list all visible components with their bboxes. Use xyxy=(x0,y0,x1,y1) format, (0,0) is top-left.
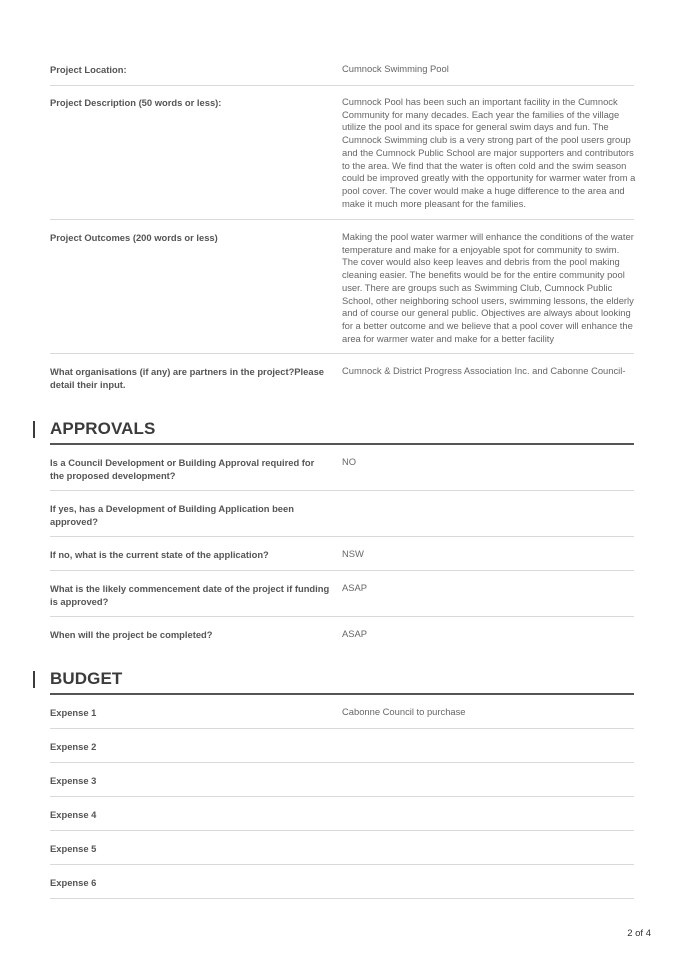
project-outcomes-value: Making the pool water warmer will enhance the conditions of the water temperature and make for a enjoyable spot for community to swim. The cover would also keep leaves and debris from the pool making cleaning easier. The benefits would be for the entire community pool user. There are groups such as Swimming Club, Cumnock Public School, other neighboring school users, swimming lessons, the elderly and of course our general public. Objectives are always about looking for a better outcome and we believe that a pool cover will enhance the area for warmer water and make for a better facility xyxy=(342,231,634,344)
approvals-row-label: When will the project be completed? xyxy=(50,629,213,640)
project-outcomes-row xyxy=(50,220,634,354)
approvals-title: APPROVALS xyxy=(50,419,156,438)
approvals-row-value: NO xyxy=(342,456,357,467)
approvals-row-value: ASAP xyxy=(342,628,368,639)
approvals-row xyxy=(50,445,634,491)
budget-row-label: Expense 6 xyxy=(50,877,97,888)
project-location-row xyxy=(50,52,634,86)
project-description-value: Cumnock Pool has been such an important facility in the Cumnock Community for many decades. Each year the families of the village utilize the pool and its space for general swim days and fun. The Cumnock Swimming club is a very strong part of the pool users group and the Cumnock Public School are major supporters and contributors to the area. We find that the water is often cold and the swim season could be improved greatly with the opportunity for warmer water from a pool cover. The cover would make a huge difference to the area and make it much more pleasant for the families. xyxy=(342,96,636,209)
approvals-row xyxy=(50,617,634,650)
budget-section-marker xyxy=(33,671,35,688)
budget-row xyxy=(50,729,634,763)
budget-row-label: Expense 4 xyxy=(50,809,97,820)
approvals-row xyxy=(50,491,634,537)
page-number: 2 of 4 xyxy=(627,928,651,939)
budget-row xyxy=(50,797,634,831)
budget-title: BUDGET xyxy=(50,669,123,688)
project-partners-value: Cumnock & District Progress Association Inc. and Cabonne Council- xyxy=(342,365,626,376)
approvals-row-label: Is a Council Development or Building Approval required for the proposed development? xyxy=(50,457,315,481)
project-partners-label: What organisations (if any) are partners in the project?Please detail their input. xyxy=(50,366,325,390)
approvals-row xyxy=(50,537,634,571)
project-location-value: Cumnock Swimming Pool xyxy=(342,63,449,74)
approvals-row-value: ASAP xyxy=(342,582,368,593)
budget-row xyxy=(50,695,634,729)
project-location-label: Project Location: xyxy=(50,64,127,75)
project-outcomes-label: Project Outcomes (200 words or less) xyxy=(50,232,218,243)
budget-row-label: Expense 1 xyxy=(50,707,97,718)
budget-section-header xyxy=(50,666,634,695)
budget-row-value: Cabonne Council to purchase xyxy=(342,706,466,717)
approvals-row-value: NSW xyxy=(342,548,364,559)
budget-row xyxy=(50,831,634,865)
budget-row-label: Expense 5 xyxy=(50,843,97,854)
project-partners-row xyxy=(50,354,634,394)
project-description-row xyxy=(50,86,634,220)
approvals-row-label: If yes, has a Development of Building Application been approved? xyxy=(50,503,294,527)
budget-row-label: Expense 2 xyxy=(50,741,97,752)
project-description-label: Project Description (50 words or less): xyxy=(50,97,222,108)
approvals-row xyxy=(50,571,634,617)
budget-row xyxy=(50,763,634,797)
approvals-section-header xyxy=(50,416,634,445)
approvals-section-marker xyxy=(33,421,35,438)
approvals-row-label: If no, what is the current state of the application? xyxy=(50,549,269,560)
budget-row-label: Expense 3 xyxy=(50,775,97,786)
approvals-row-label: What is the likely commencement date of the project if funding is approved? xyxy=(50,583,330,607)
budget-row xyxy=(50,865,634,899)
